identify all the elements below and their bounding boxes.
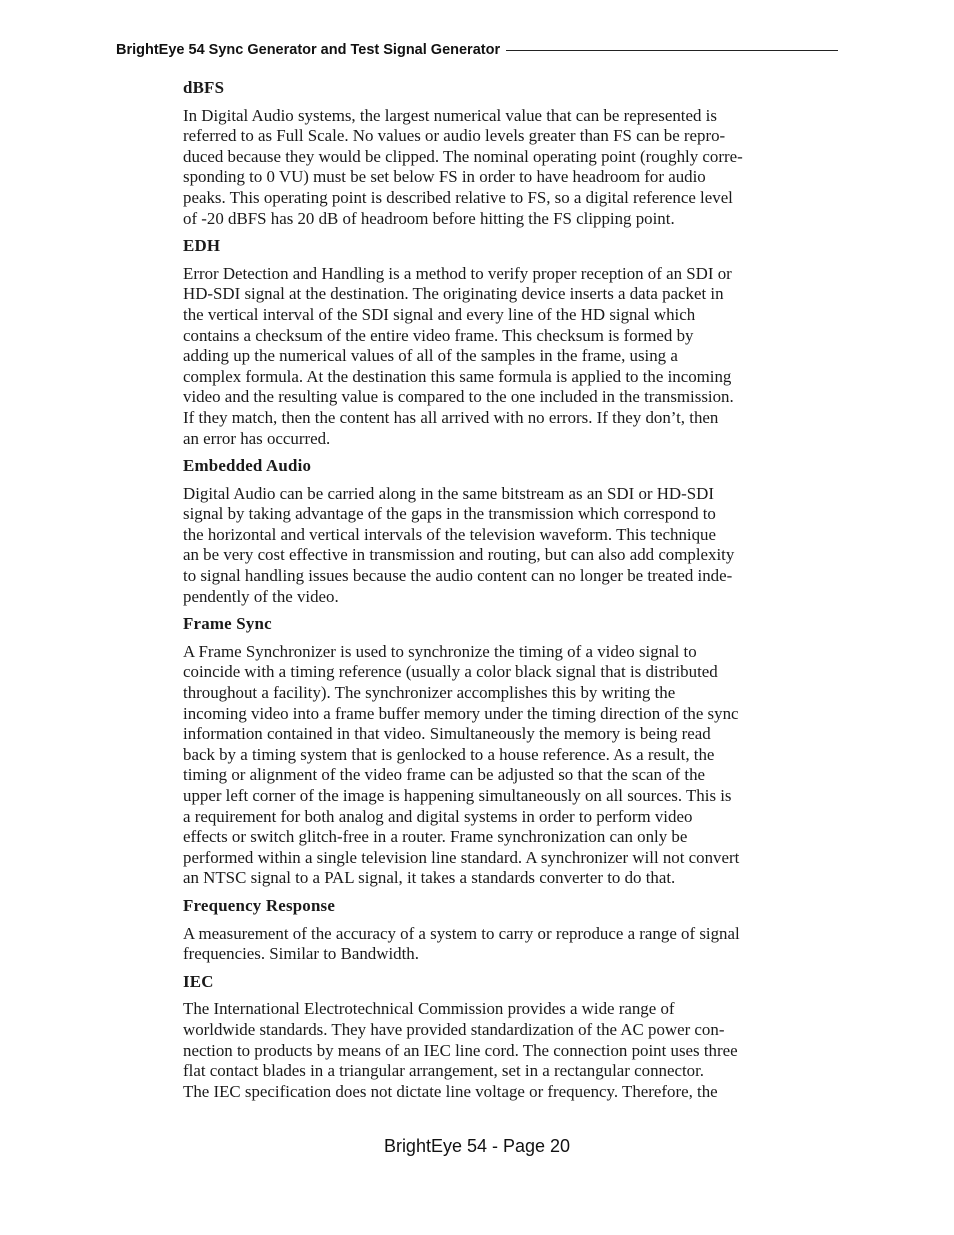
definition-line: the vertical interval of the SDI signal and every line of the HD signal which <box>183 304 696 324</box>
header-title: BrightEye 54 Sync Generator and Test Signal Generator <box>116 42 501 58</box>
definition-line: throughout a facility). The synchronizer accomplishes this by writing the <box>183 683 676 703</box>
definition-line: A Frame Synchronizer is used to synchronize the timing of a video signal to <box>183 641 697 661</box>
definition-line: Digital Audio can be carried along in the same bitstream as an SDI or HD-SDI <box>183 483 714 503</box>
definition-line: complex formula. At the destination this same formula is applied to the incoming <box>183 366 732 386</box>
glossary-entry-frame-sync <box>183 614 841 889</box>
term-heading: Embedded Audio <box>183 456 312 476</box>
definition-line: timing or alignment of the video frame can be adjusted so that the scan of the <box>183 765 706 785</box>
term-heading: EDH <box>183 236 221 256</box>
definition-line: signal by taking advantage of the gaps in the transmission which correspond to <box>183 504 716 524</box>
definition-line: the horizontal and vertical intervals of the television waveform. This technique <box>183 524 716 544</box>
definition-line: of -20 dBFS has 20 dB of headroom before hitting the FS clipping point. <box>183 208 675 228</box>
definition-line: incoming video into a frame buffer memory under the timing direction of the sync <box>183 703 739 723</box>
term-definition <box>183 999 841 1102</box>
definition-line: sponding to 0 VU) must be set below FS in order to have headroom for audio <box>183 167 706 187</box>
definition-line: performed within a single television line standard. A synchronizer will not convert <box>183 847 740 867</box>
definition-line: effects or switch glitch-free in a router. Frame synchronization can only be <box>183 827 688 847</box>
header-rule <box>506 50 838 51</box>
definition-line: duced because they would be clipped. The nominal operating point (roughly corre- <box>183 146 743 166</box>
glossary-entry-edh <box>183 236 841 449</box>
definition-line: to signal handling issues because the audio content can no longer be treated inde- <box>183 566 733 586</box>
glossary-entry-embedded-audio <box>183 456 841 607</box>
term-heading: Frequency Response <box>183 895 336 915</box>
definition-line: an NTSC signal to a PAL signal, it takes a standards converter to do that. <box>183 868 676 888</box>
definition-line: pendently of the video. <box>183 586 339 606</box>
definition-line: nection to products by means of an IEC line cord. The connection point uses three <box>183 1040 738 1060</box>
term-definition <box>183 106 841 230</box>
definition-line: peaks. This operating point is described relative to FS, so a digital reference level <box>183 187 733 207</box>
definition-line: back by a timing system that is genlocked to a house reference. As a result, the <box>183 744 715 764</box>
running-header <box>116 42 838 58</box>
term-definition <box>183 924 841 965</box>
term-definition <box>183 484 841 608</box>
glossary-entry-frequency-response <box>183 896 841 965</box>
definition-line: an error has occurred. <box>183 428 331 448</box>
definition-line: information contained in that video. Simultaneously the memory is being read <box>183 724 711 744</box>
definition-line: A measurement of the accuracy of a system to carry or reproduce a range of signal <box>183 923 740 943</box>
glossary-entry-dbfs <box>183 78 841 229</box>
definition-line: adding up the numerical values of all of the samples in the frame, using a <box>183 346 678 366</box>
term-definition <box>183 642 841 889</box>
term-heading: Frame Sync <box>183 614 272 634</box>
definition-line: flat contact blades in a triangular arrangement, set in a rectangular connector. <box>183 1061 705 1081</box>
term-heading: dBFS <box>183 78 225 97</box>
definition-line: The IEC specification does not dictate line voltage or frequency. Therefore, the <box>183 1081 718 1101</box>
glossary-body <box>183 78 841 1109</box>
definition-line: In Digital Audio systems, the largest numerical value that can be represented is <box>183 105 717 125</box>
term-heading: IEC <box>183 971 214 991</box>
definition-line: Error Detection and Handling is a method to verify proper reception of an SDI or <box>183 263 732 283</box>
definition-line: video and the resulting value is compared to the one included in the transmission. <box>183 387 734 407</box>
page-footer: BrightEye 54 - Page 20 <box>383 1136 571 1156</box>
definition-line: worldwide standards. They have provided standardization of the AC power con- <box>183 1019 725 1039</box>
definition-line: If they match, then the content has all arrived with no errors. If they don’t, then <box>183 407 719 427</box>
definition-line: coincide with a timing reference (usually a color black signal that is distributed <box>183 662 718 682</box>
term-definition <box>183 264 841 449</box>
definition-line: a requirement for both analog and digital systems in order to perform video <box>183 806 693 826</box>
definition-line: contains a checksum of the entire video frame. This checksum is formed by <box>183 325 694 345</box>
glossary-entry-iec <box>183 972 841 1103</box>
definition-line: frequencies. Similar to Bandwidth. <box>183 944 419 964</box>
definition-line: referred to as Full Scale. No values or audio levels greater than FS can be repro- <box>183 126 726 146</box>
definition-line: upper left corner of the image is happening simultaneously on all sources. This is <box>183 786 732 805</box>
definition-line: The International Electrotechnical Commission provides a wide range of <box>183 999 675 1019</box>
definition-line: HD-SDI signal at the destination. The originating device inserts a data packet in <box>183 284 724 304</box>
definition-line: an be very cost effective in transmission and routing, but can also add complexity <box>183 545 735 565</box>
